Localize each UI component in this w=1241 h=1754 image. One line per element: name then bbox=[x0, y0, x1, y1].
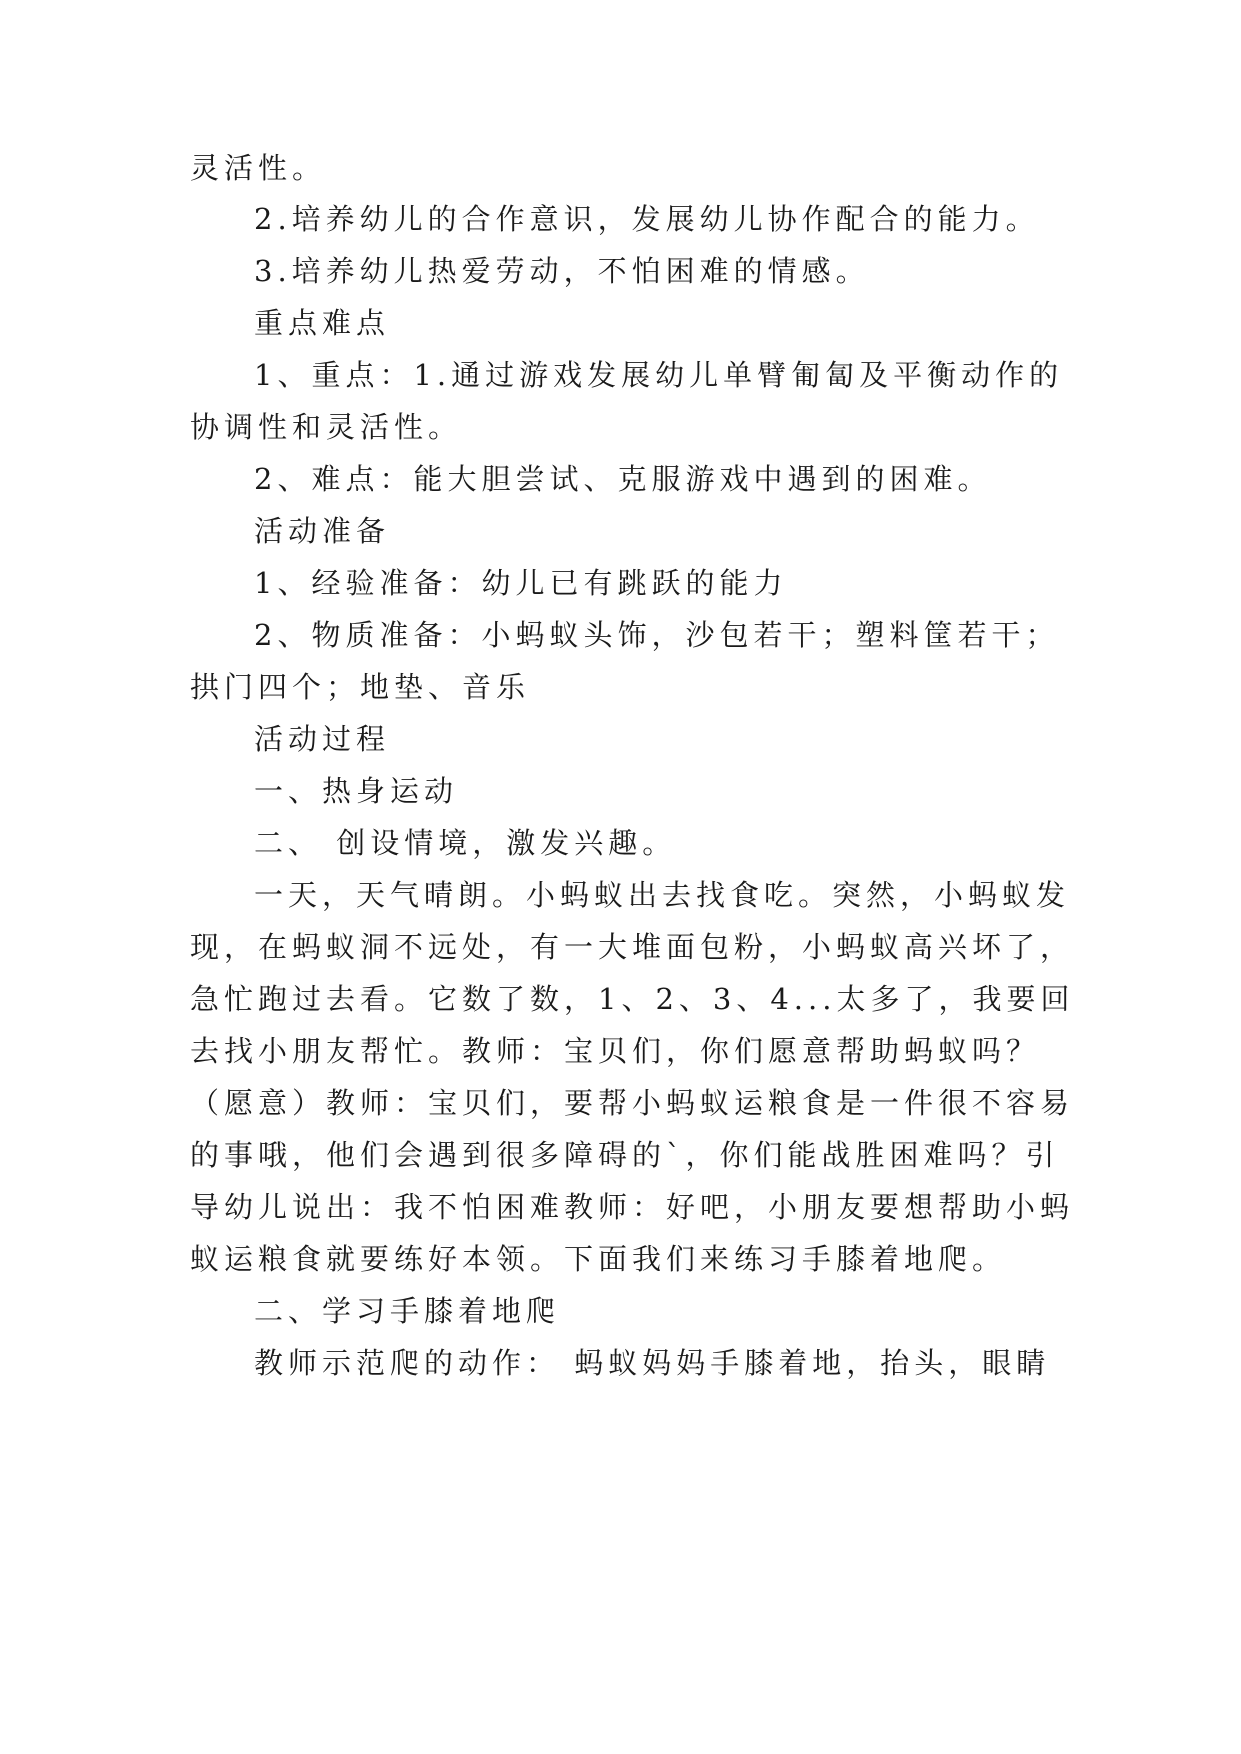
text-line: 去找小朋友帮忙。教师：宝贝们，你们愿意帮助蚂蚁吗？ bbox=[190, 1034, 1041, 1068]
text-line: 拱门四个；地垫、音乐 bbox=[190, 670, 531, 704]
text-line: 2.培养幼儿的合作意识，发展幼儿协作配合的能力。 bbox=[254, 202, 1040, 236]
section-heading: 二、学习手膝着地爬 bbox=[254, 1294, 561, 1328]
text-line: 2、难点：能大胆尝试、克服游戏中遇到的困难。 bbox=[254, 462, 992, 496]
text-line: 二、 创设情境，激发兴趣。 bbox=[254, 826, 677, 860]
text-line: 2、物质准备：小蚂蚁头饰，沙包若干；塑料筐若干； bbox=[254, 618, 1060, 652]
text-line: 协调性和灵活性。 bbox=[190, 410, 463, 444]
text-line: 急忙跑过去看。它数了数，1、2、3、4...太多了，我要回 bbox=[190, 982, 1075, 1016]
text-line: 1、经验准备：幼儿已有跳跃的能力 bbox=[254, 566, 788, 600]
text-line: 蚁运粮食就要练好本领。下面我们来练习手膝着地爬。 bbox=[190, 1242, 1007, 1276]
text-line: 一、热身运动 bbox=[254, 774, 459, 808]
section-heading: 重点难点 bbox=[254, 306, 391, 340]
text-line: 导幼儿说出：我不怕困难教师：好吧，小朋友要想帮助小蚂 bbox=[190, 1190, 1075, 1224]
text-line: 一天，天气晴朗。小蚂蚁出去找食吃。突然，小蚂蚁发 bbox=[254, 878, 1071, 912]
section-heading: 活动过程 bbox=[254, 722, 391, 756]
section-heading: 活动准备 bbox=[254, 514, 391, 548]
text-line: 现，在蚂蚁洞不远处，有一大堆面包粉，小蚂蚁高兴坏了， bbox=[190, 930, 1075, 964]
text-line: 的事哦，他们会遇到很多障碍的`，你们能战胜困难吗？引 bbox=[190, 1138, 1060, 1172]
text-line: 3.培养幼儿热爱劳动，不怕困难的情感。 bbox=[254, 254, 870, 288]
text-line: 灵活性。 bbox=[190, 151, 327, 185]
text-line: 教师示范爬的动作： 蚂蚁妈妈手膝着地，抬头，眼睛 bbox=[254, 1346, 1051, 1380]
text-line: （愿意）教师：宝贝们，要帮小蚂蚁运粮食是一件很不容易 bbox=[190, 1086, 1075, 1120]
text-line: 1、重点：1.通过游戏发展幼儿单臂匍匐及平衡动作的 bbox=[254, 358, 1064, 392]
